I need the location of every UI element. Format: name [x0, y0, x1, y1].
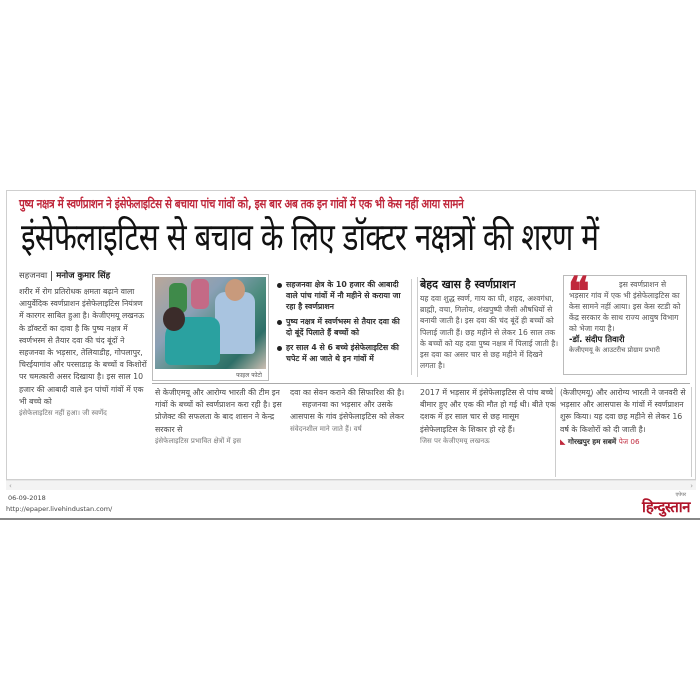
- sidebar-body: यह दवा शुद्ध स्वर्ण, गाय का घी, शहद, अश्वगंधा, ब्राह्मी, वचा, गिलोय, शंखपुष्पी जैसी औषधियों से बनायी जाती है। इस दवा की चंद बूंदें ही बच्चों को पिलाई जाती हैं। छह महीने से लेकर 16 साल तक के बच्चों को यह दवा पुष्य नक्षत्र में पिलाई जाती है। इस दवा का असर चार से छह महीने में दिखने लगता है।: [420, 294, 559, 371]
- column-5-text: (केजीएमयू) और आरोग्य भारती ने जनवरी से भड़सार और आसपास के गांवों में स्वर्णप्राशन शुरू किया। यह दवा छह महीने से लेकर 16 वर्ष के किशोरों को दी जाती है।: [560, 388, 686, 434]
- byline-divider: [51, 271, 52, 281]
- highlight-item: सहजनवा क्षेत्र के 10 हजार की आबादी वाले पांच गांवों में नौ महीने से कराया जा रहा है स्वर्णप्राशन: [277, 279, 407, 312]
- quote-author: -डॉ. संदीप तिवारी: [569, 334, 625, 344]
- quote-role: केजीएमयू के आउटरीच प्रोग्राम प्रभारी: [569, 346, 660, 354]
- source-url[interactable]: http://epaper.livehindustan.com/: [6, 505, 113, 513]
- column-3-para-1: दवा का सेवन कराने की सिफारिश की है।: [290, 388, 405, 397]
- column-4-cutoff: जिस पर केजीएमयू लखनऊ: [420, 436, 490, 444]
- quote-box: [563, 268, 687, 375]
- news-clipping: [6, 190, 696, 480]
- column-2-cutoff: इंसेफेलाइटिस प्रभावित क्षेत्रों में इस: [155, 436, 241, 444]
- column-2-text: से केजीएमयू और आरोग्य भारती की टीम इन गांवों के बच्चों को स्वर्णप्राशन करा रही है। इस प्रोजेक्ट की सफलता के बाद शासन ने केन्द्र सरकार से: [155, 388, 282, 434]
- article-kicker: पुष्य नक्षत्र में स्वर्णप्राशन ने इंसेफेलाइटिस से बचाया पांच गांवों को, इस बार अब तक इन गांवों में एक भी केस नहीं आया सामने: [19, 196, 464, 211]
- article-headline: इंसेफेलाइटिस से बचाव के लिए डॉक्टर नक्षत्रों की शरण में: [21, 215, 599, 259]
- article-photo: [152, 274, 269, 381]
- highlight-item: पुष्य नक्षत्र में स्वर्णभस्म से तैयार दवा की दो बूंदें पिलाते हैं बच्चों को: [277, 316, 407, 338]
- continued-text: गोरखपुर हम सबमें: [568, 436, 617, 446]
- photo-caption: फाइल फोटो: [236, 372, 262, 379]
- column-4-text: 2017 में भड़सार में इंसेफेलाइटिस से पांच बच्चे बीमार हुए और एक की मौत हो गई थी। बीते एक दशक में हर साल चार से छह मासूम इंसेफेलाइटिस के शिकार हो रहे हैं।: [420, 388, 556, 434]
- byline-author: मनोज कुमार सिंह: [56, 271, 111, 281]
- column-3-cutoff: संवेदनशील माने जाते हैं। वर्ष: [290, 424, 362, 432]
- sidebar-title: बेहद खास है स्वर्णप्राशन: [420, 278, 516, 291]
- scroll-left-arrow-icon[interactable]: ‹: [9, 482, 12, 490]
- article-column-5: [560, 387, 690, 448]
- article-column-3: [290, 387, 414, 432]
- quote-mark-icon: ❝: [568, 268, 590, 315]
- article-column-4: [420, 387, 558, 444]
- column-1-cutoff: इंसेफेलाइटिस नहीं हुआ। जी स्वर्णेद: [19, 409, 107, 417]
- column-rule: [691, 387, 692, 477]
- continue-arrow-icon: ◣: [560, 436, 566, 446]
- byline-place: सहजनवा: [19, 271, 48, 281]
- horizontal-scrollbar[interactable]: [6, 480, 696, 490]
- article-column-2: [155, 387, 283, 444]
- section-divider: [152, 383, 690, 384]
- page-footer: [0, 492, 700, 520]
- publish-date: 06-09-2018: [8, 494, 46, 502]
- scroll-right-arrow-icon[interactable]: ›: [690, 482, 693, 490]
- column-1-text: शरीर में रोग प्रतिरोधक क्षमता बढ़ाने वाला आयुर्वेदिक स्वर्णप्राशन इंसेफेलाइटिस नियंत्रण में कारगर साबित हुआ है। केजीएमयू लखनऊ के डॉक्टरों का दावा है कि पुष्य नक्षत्र में स्वर्णभस्म से तैयार दवा की चंद बूंदों ने सहजनवा के भड़सार, तेलियाडीह, गोपलापुर, चिरईयागांव और परसाडाड़ के बच्चों व किशोरों पर चमत्कारी असर दिखाया है। इस साल 10 हजार की आबादी वाले इन पांचों गांवों में एक भी बच्चे को: [19, 287, 147, 406]
- column-3-para-2: सहजनवा का भड़सार और उसके आसपास के गांव इंसेफेलाइटिस को लेकर: [290, 400, 405, 422]
- column-rule: [417, 277, 418, 377]
- byline: [19, 270, 110, 281]
- photo-image: [155, 277, 266, 369]
- continued-on-link[interactable]: [560, 436, 690, 448]
- highlight-item: हर साल 4 से 6 बच्चे इंसेफेलाइटिस की चपेट में आ जाते थे इन गांवों में: [277, 342, 407, 364]
- brand-subtitle: एपेपर: [675, 492, 686, 498]
- quote-text: इस स्वर्णप्राशन से भड़सार गांव में एक भी इंसेफेलाइटिस का केस सामने नहीं आया। इस केस स्टडी को केंद्र सरकार के साथ राज्य आयुष विभाग को भेजा गया है।: [569, 280, 681, 333]
- footer-divider: [0, 518, 700, 520]
- continued-page: पेज 06: [618, 436, 640, 446]
- highlights-list: [277, 279, 412, 375]
- article-column-1: [19, 286, 149, 416]
- brand-logo: हिन्दुस्तान: [641, 498, 690, 516]
